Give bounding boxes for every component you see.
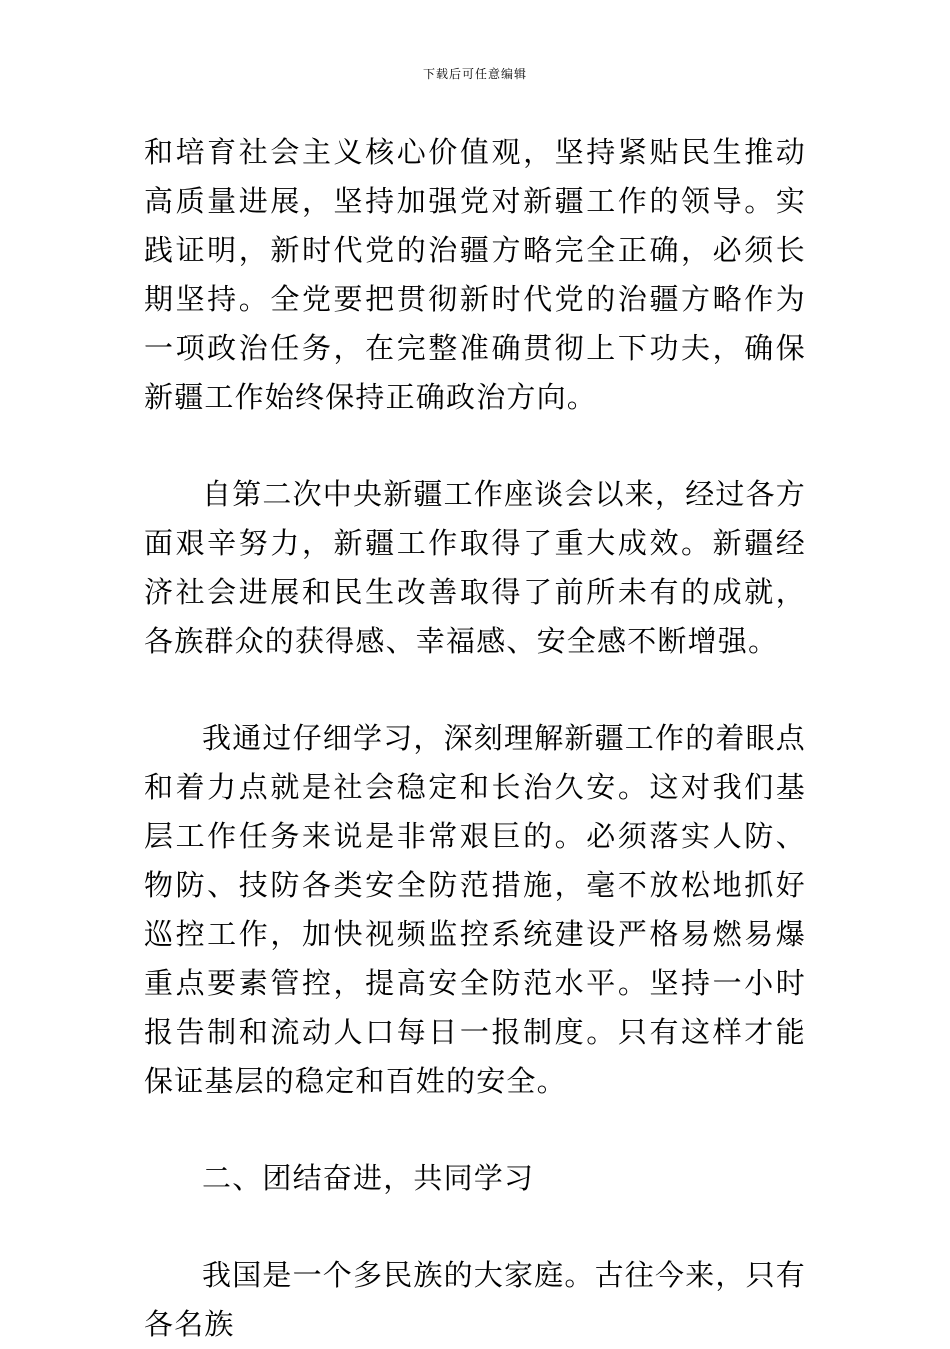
section-heading: 二、团结奋进，共同学习 <box>202 1161 535 1195</box>
paragraph-1: 和培育社会主义核心价值观，坚持紧贴民生推动高质量进展，坚持加强党对新疆工作的领导。实践证明，新时代党的治疆方略完全正确，必须长期坚持。全党要把贯彻新时代党的治疆方略作为一项政治任务，在完整准确贯彻上下功夫，确保新疆工作始终保持正确政治方向。 <box>144 135 806 414</box>
paragraph-gap <box>144 422 806 470</box>
paragraph-gap <box>144 1106 806 1154</box>
paragraph-2: 自第二次中央新疆工作座谈会以来，经过各方面艰辛努力，新疆工作取得了重大成效。新疆经济社会进展和民生改善取得了前所未有的成就，各族群众的获得感、幸福感、安全感不断增强。 <box>144 477 807 658</box>
page-header: 下载后可任意编辑 <box>422 67 527 81</box>
document-body <box>144 128 806 1349</box>
paragraph-gap <box>144 1203 806 1251</box>
paragraph-4: 我国是一个多民族的大家庭。古往今来，只有各名族 <box>144 1258 807 1341</box>
paragraph-3: 我通过仔细学习，深刻理解新疆工作的着眼点和着力点就是社会稳定和长治久安。这对我们基层工作任务来说是非常艰巨的。必须落实人防、物防、技防各类安全防范措施，毫不放松地抓好巡控工作，加快视频监控系统建设严格易燃易爆重点要素管控，提高安全防范水平。坚持一小时报告制和流动人口每日一报制度。只有这样才能保证基层的稳定和百姓的安全。 <box>144 721 807 1098</box>
paragraph-gap <box>144 666 806 714</box>
